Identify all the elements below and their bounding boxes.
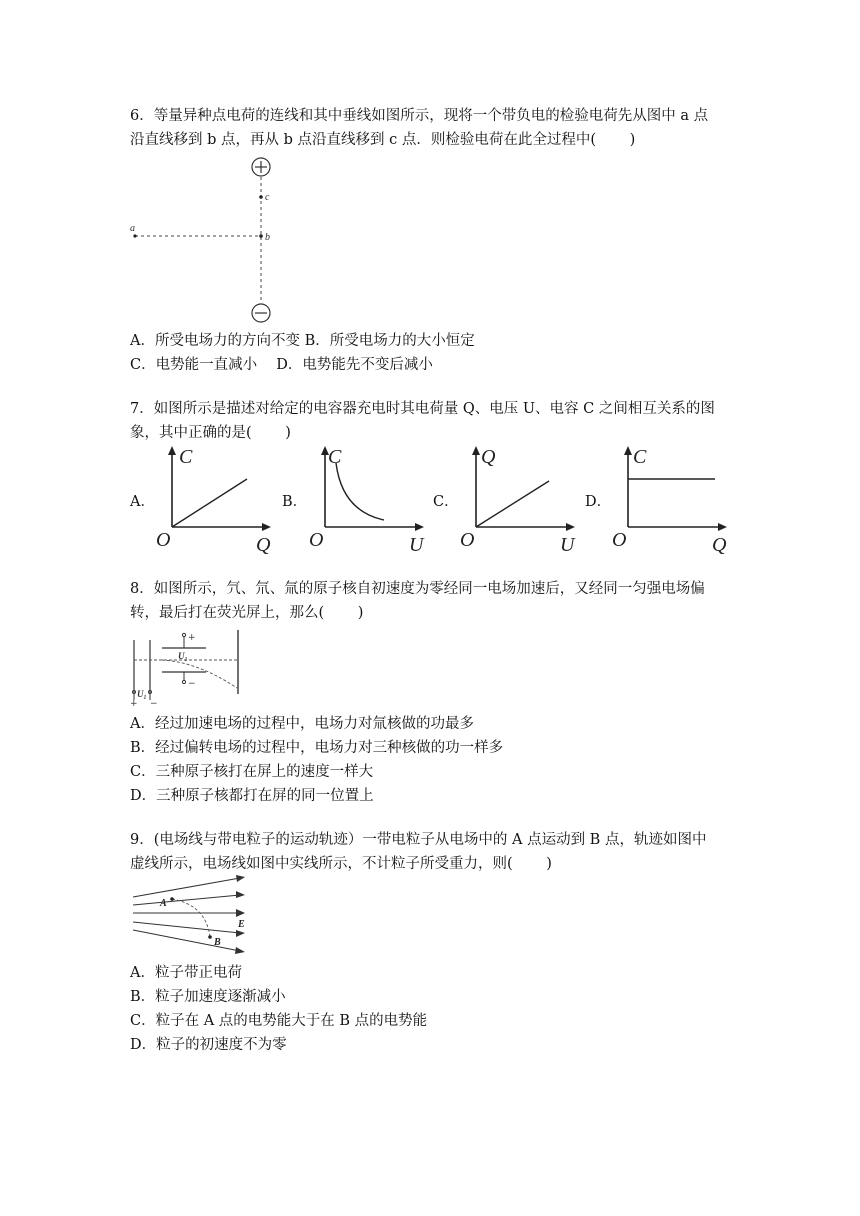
svg-text:A: A [160, 898, 167, 909]
q9-stem-line1: 9．(电场线与带电粒子的运动轨迹）一带电粒子从电场中的 A 点运动到 B 点，轨迹如图中 [130, 832, 707, 848]
q9-option-d: D．粒子的初速度不为零 [130, 1037, 287, 1053]
svg-text:Q: Q [256, 534, 271, 556]
q7-graph-d [611, 445, 736, 556]
q7-graph-a [155, 445, 275, 556]
point-a-dot [133, 234, 136, 237]
svg-text:C: C [328, 446, 342, 468]
svg-text:U: U [409, 534, 424, 556]
svg-text:O: O [156, 529, 171, 551]
svg-text:E: E [238, 919, 245, 930]
svg-text:O: O [460, 529, 475, 551]
graph-b-curve [336, 463, 384, 520]
q7-option-d-label: D． [585, 494, 612, 510]
q7-graph-b [308, 445, 428, 556]
particle-trajectory [162, 660, 237, 688]
q8-option-d: D．三种原子核都打在屏的同一位置上 [130, 788, 374, 804]
point-c-dot [259, 195, 263, 199]
q6-stem-line1: 6．等量异种点电荷的连线和其中垂线如图所示，现将一个带负电的检验电荷先从图中 a 点 [130, 108, 709, 124]
svg-text:+: + [130, 699, 138, 709]
point-c-label: c [265, 192, 270, 203]
svg-text:−: − [188, 679, 196, 689]
q9-option-c: C．粒子在 A 点的电势能大于在 B 点的电势能 [130, 1013, 428, 1029]
point-b-label: b [265, 232, 270, 243]
particle-path-dashed [172, 899, 210, 937]
q9-option-b: B．粒子加速度逐渐减小 [130, 989, 286, 1005]
svg-text:C: C [633, 446, 647, 468]
svg-text:C: C [179, 446, 193, 468]
svg-text:+: + [188, 633, 196, 643]
q8-stem-line2: 转，最后打在荧光屏上，那么( ) [130, 605, 364, 621]
q6-options-line2: C．电势能一直减小 D．电势能先不变后减小 [130, 357, 433, 373]
point-a-label: a [130, 223, 135, 234]
q8-figure-deflection [128, 630, 243, 708]
svg-text:Q: Q [481, 446, 496, 468]
q7-option-c-label: C． [433, 494, 459, 510]
q7-option-a-label: A． [130, 494, 155, 510]
q6-options-line1: A．所受电场力的方向不变 B．所受电场力的大小恒定 [130, 333, 475, 349]
point-b-dot [259, 234, 263, 238]
svg-text:U₁: U₁ [137, 689, 147, 699]
q7-option-b-label: B． [282, 494, 308, 510]
q8-stem-line1: 8．如图所示，氕、氘、氚的原子核自初速度为零经同一电场加速后，又经同一匀强电场偏 [130, 581, 705, 597]
q6-figure-dipole [125, 152, 285, 327]
q7-stem-line1: 7．如图所示是描述对给定的电容器充电时其电荷量 Q、电压 U、电容 C 之间相互关系的图 [130, 401, 715, 417]
svg-text:U₁: U₁ [178, 651, 188, 661]
svg-text:B: B [214, 937, 221, 948]
graph-a-line [172, 479, 247, 527]
q9-stem-line2: 虚线所示，电场线如图中实线所示，不计粒子所受重力，则( ) [130, 856, 552, 872]
q6-stem-line2: 沿直线移到 b 点，再从 b 点沿直线移到 c 点．则检验电荷在此全过程中( ) [130, 132, 636, 148]
svg-text:O: O [309, 529, 324, 551]
q8-option-b: B．经过偏转电场的过程中，电场力对三种核做的功一样多 [130, 740, 504, 756]
svg-text:Q: Q [712, 534, 727, 556]
q9-option-a: A．粒子带正电荷 [130, 965, 242, 981]
svg-text:O: O [612, 529, 627, 551]
q7-stem-line2: 象，其中正确的是( ) [130, 425, 291, 441]
svg-text:U: U [560, 534, 575, 556]
negative-charge-icon [252, 304, 270, 322]
q8-option-a: A．经过加速电场的过程中，电场力对氚核做的功最多 [130, 716, 474, 732]
positive-charge-icon [252, 158, 270, 176]
graph-c-line [476, 481, 549, 527]
svg-text:−: − [150, 699, 158, 709]
q9-figure-field-lines [128, 875, 253, 957]
q7-graph-c [459, 445, 579, 556]
q8-option-c: C．三种原子核打在屏上的速度一样大 [130, 764, 374, 780]
